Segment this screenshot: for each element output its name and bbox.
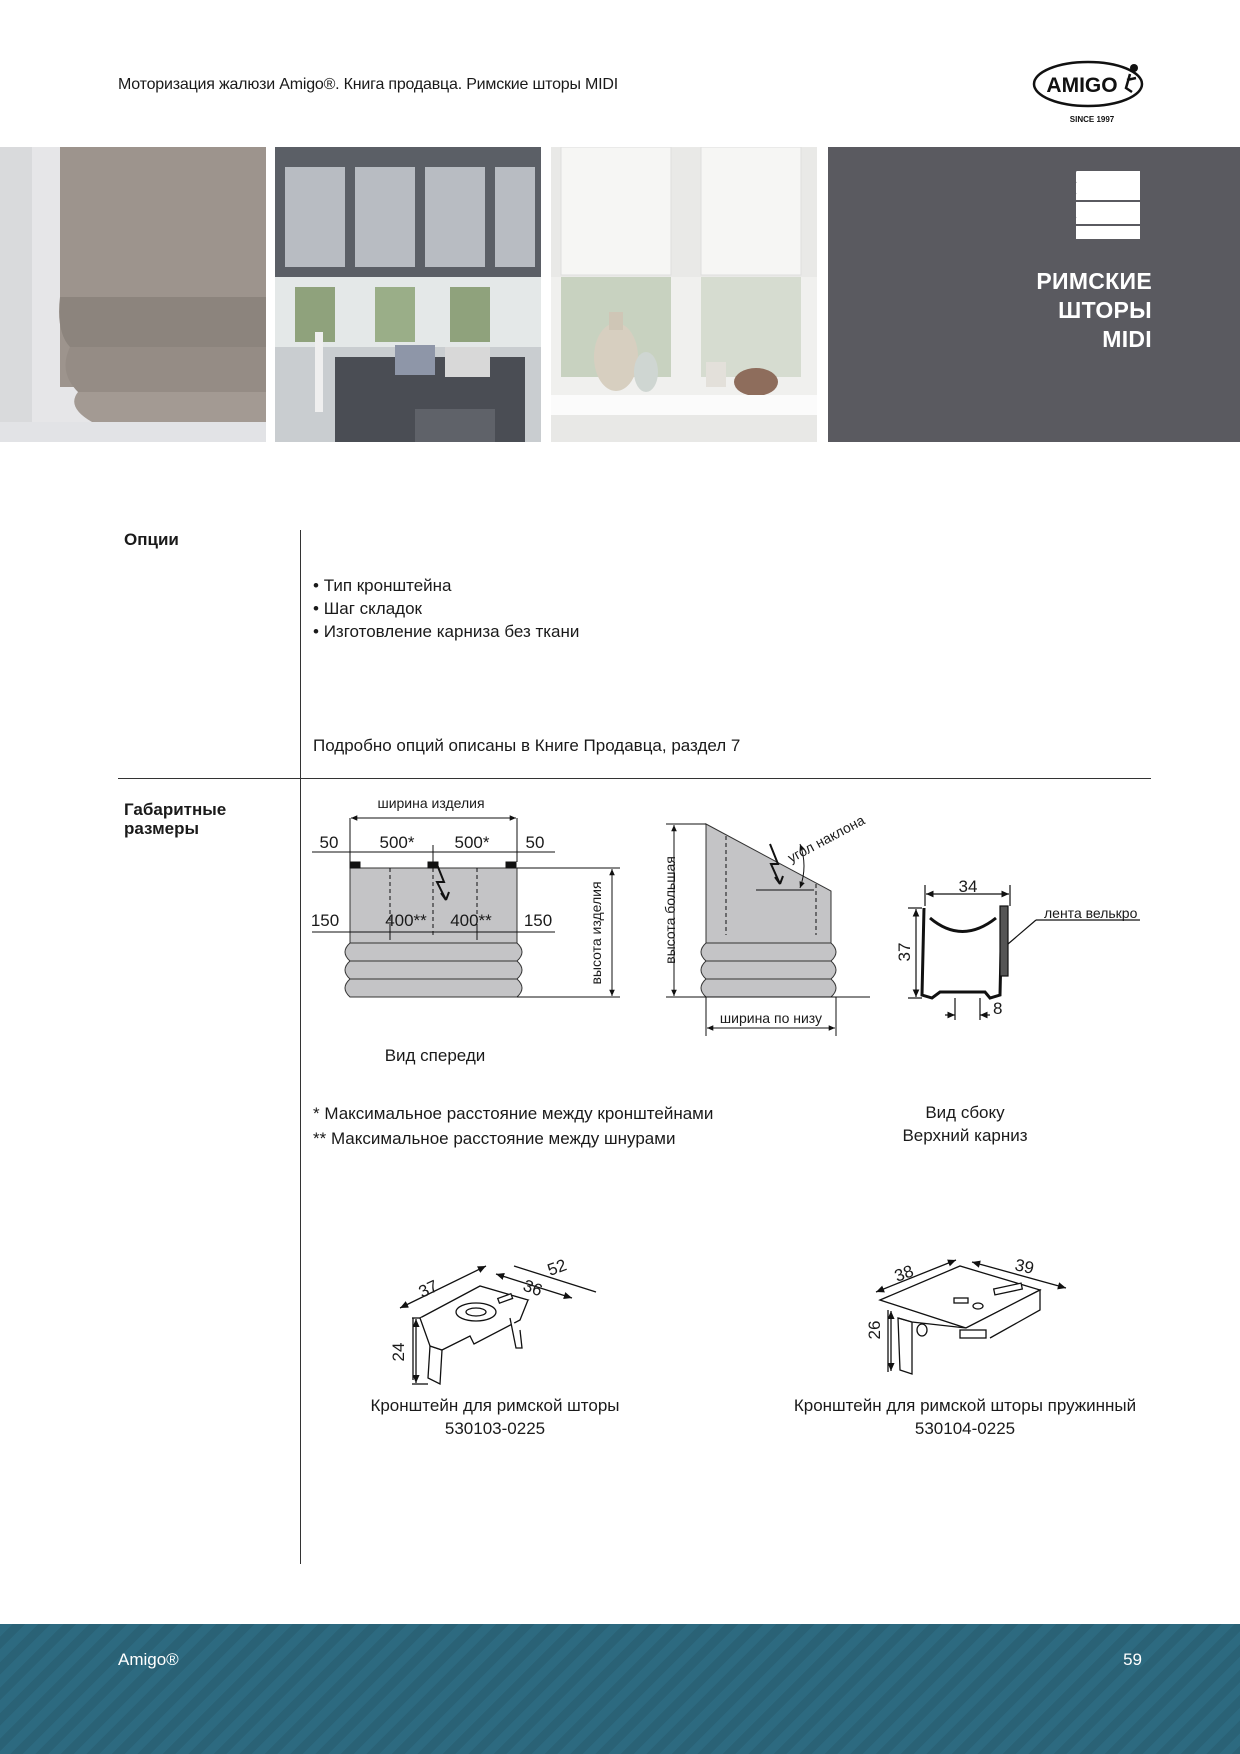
bracket2-dim-b: 39 [1013,1255,1036,1278]
bracket2-dim-h: 26 [865,1320,884,1340]
bracket-1-code: 530103-0225 [444,1419,546,1438]
dim-400-b: 400** [450,911,492,930]
hero-label-line-1: РИМСКИЕ [1036,268,1152,294]
bracket1-dim-h: 24 [389,1342,408,1362]
bracket2-dim-a: 38 [891,1261,917,1286]
footnote-cords: ** Максимальное расстояние между шнурами [313,1129,676,1148]
slant-bottom-label: ширина по низу [719,1010,823,1026]
footer-brand: Amigo® [118,1650,179,1669]
dimensions-label-line-1: Габаритные [124,800,227,819]
slant-angle-label: угол наклона [784,811,868,866]
velcro-label: лента велькро [1044,905,1138,921]
dim-50-left: 50 [319,833,339,852]
bracket1-dim-c: 52 [544,1255,570,1280]
side-view-caption [860,1101,1070,1147]
page-number: 59 [1123,1650,1142,1669]
slant-height-label: высота большая [662,856,678,964]
dim-400-a: 400** [385,911,427,930]
dim-8: 8 [993,999,1003,1018]
hero-label-line-2: ШТОРЫ [1058,297,1152,323]
option-item: • Тип кронштейна [313,574,579,597]
footnotes [313,1101,713,1151]
bracket-1-name: Кронштейн для римской шторы [370,1396,620,1415]
options-section-label: Опции [124,530,179,549]
front-height-label: высота изделия [588,881,604,985]
options-note: Подробно опций описаны в Книге Продавца, раздел 7 [313,736,741,755]
front-view-caption: Вид спереди [384,1046,486,1065]
page-footer [0,1624,1240,1754]
document-title: Моторизация жалюзи Amigo®. Книга продавца. Римские шторы MIDI [118,76,618,93]
bracket-1-caption [330,1394,660,1440]
option-item: • Изготовление карниза без ткани [313,620,579,643]
dim-150-left: 150 [310,911,340,930]
bracket-2-caption [770,1394,1160,1440]
option-item: • Шаг складок [313,597,579,620]
bracket1-dim-b: 36 [520,1275,545,1301]
bracket1-dim-a: 37 [415,1276,441,1302]
slanted-view-drawing [666,824,870,1036]
hero-label-line-3: MIDI [1102,326,1152,352]
dimensions-label-line-2: размеры [124,819,200,838]
logo-text: AMIGO [1046,74,1118,97]
dim-500-a: 500* [379,833,415,852]
front-width-label: ширина изделия [377,795,485,811]
dim-37: 37 [895,942,914,962]
side-caption-line-2: Верхний карниз [902,1126,1028,1145]
footnote-brackets: * Максимальное расстояние между кронштейнами [313,1104,714,1123]
dim-500-b: 500* [454,833,490,852]
side-caption-line-1: Вид сбоку [925,1103,1005,1122]
bracket-2-code: 530104-0225 [914,1419,1016,1438]
dim-150-right: 150 [523,911,553,930]
logo-since: SINCE 1997 [1069,115,1115,124]
bracket-2-name: Кронштейн для римской шторы пружинный [793,1396,1137,1415]
dim-34: 34 [958,877,978,896]
dim-50-right: 50 [525,833,545,852]
